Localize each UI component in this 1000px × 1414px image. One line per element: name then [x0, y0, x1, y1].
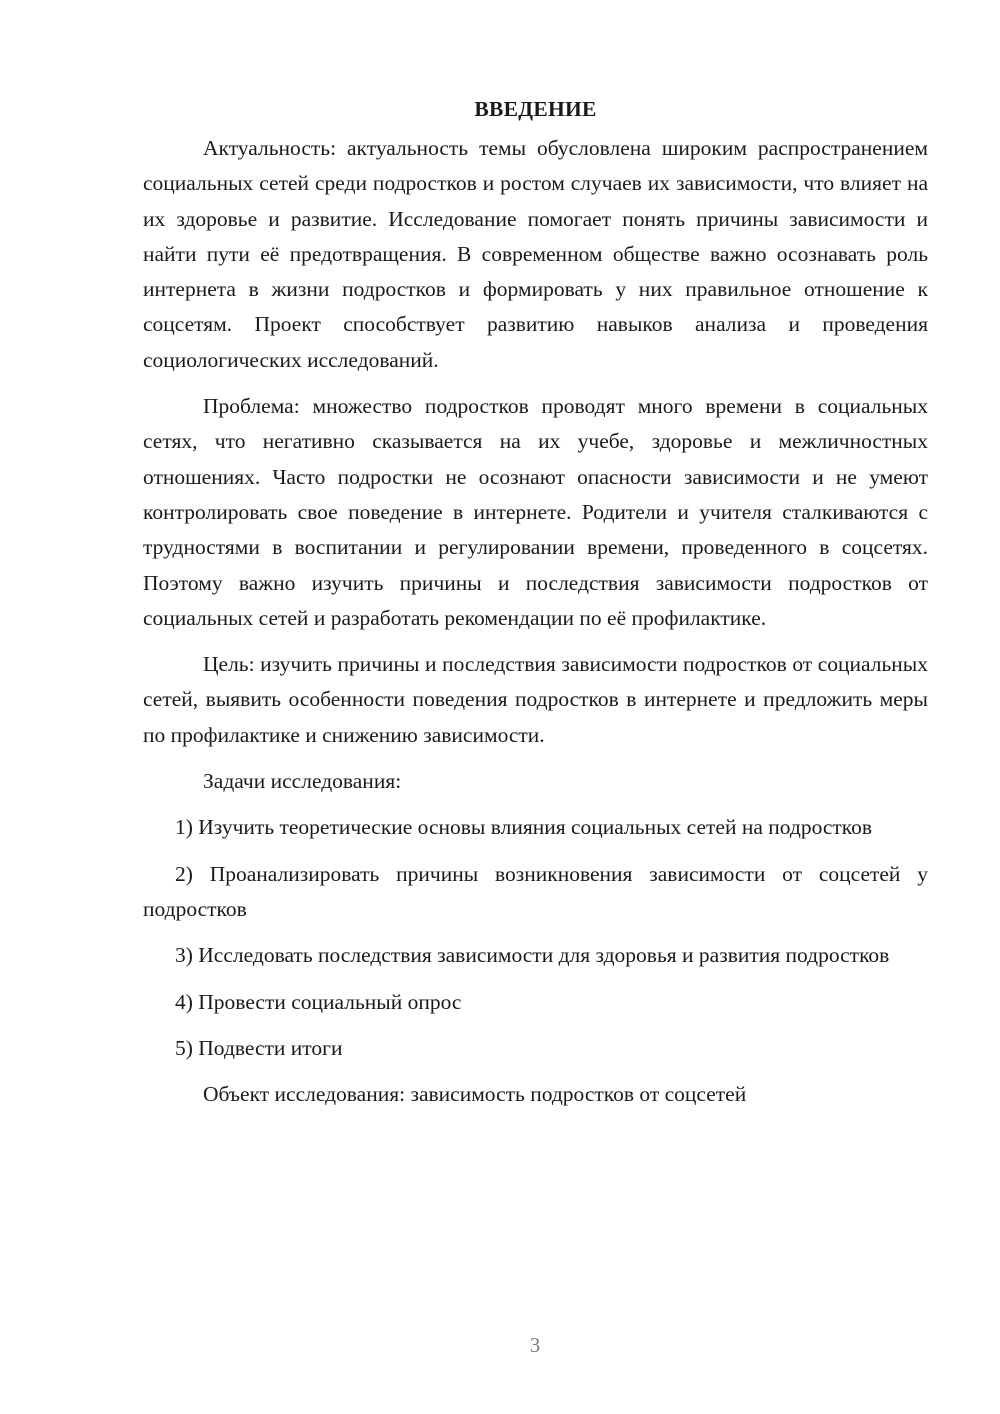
task-item-5: 5) Подвести итоги — [175, 1035, 343, 1060]
page-number: 3 — [529, 1333, 541, 1357]
task-item-1: 1) Изучить теоретические основы влияния социальных сетей на подростков — [175, 815, 873, 840]
goal-paragraph: Цель: изучить причины и последствия зависимости подростков от социальных сетей, выявить особенности поведения подростков в интернете и предложить меры по профилактике и снижению зависимости. — [143, 652, 928, 747]
tasks-title: Задачи исследования: — [203, 769, 402, 794]
task-item-3: 3) Исследовать последствия зависимости для здоровья и развития подростков — [175, 943, 890, 968]
relevance-paragraph: Актуальность: актуальность темы обусловлена широким распространением социальных сетей среди подростков и ростом случаев их зависимости, что влияет на их здоровье и развитие. Исследование помогает понять причины зависимости и найти пути её предотвращения. В современном обществе важно осознавать роль интернета в жизни подростков и формировать у них правильное отношение к соцсетям. Проект способствует развитию навыков анализа и проведения социологических исследований. — [143, 136, 928, 372]
research-object-paragraph: Объект исследования: зависимость подростков от соцсетей — [203, 1082, 747, 1107]
problem-paragraph: Проблема: множество подростков проводят много времени в социальных сетях, что негативно сказывается на их учебе, здоровье и межличностных отношениях. Часто подростки не осознают опасности зависимости и не умеют контролировать свое поведение в интернете. Родители и учителя сталкиваются с трудностями в воспитании и регулировании времени, проведенного в соцсетях. Поэтому важно изучить причины и последствия зависимости подростков от социальных сетей и разработать рекомендации по её профилактике. — [143, 394, 928, 630]
section-heading: ВВЕДЕНИЕ — [474, 97, 597, 121]
task-item-4: 4) Провести социальный опрос — [175, 989, 462, 1014]
document-page — [143, 92, 928, 1112]
task-item-2: 2) Проанализировать причины возникновения зависимости от соцсетей у подростков — [143, 861, 928, 921]
